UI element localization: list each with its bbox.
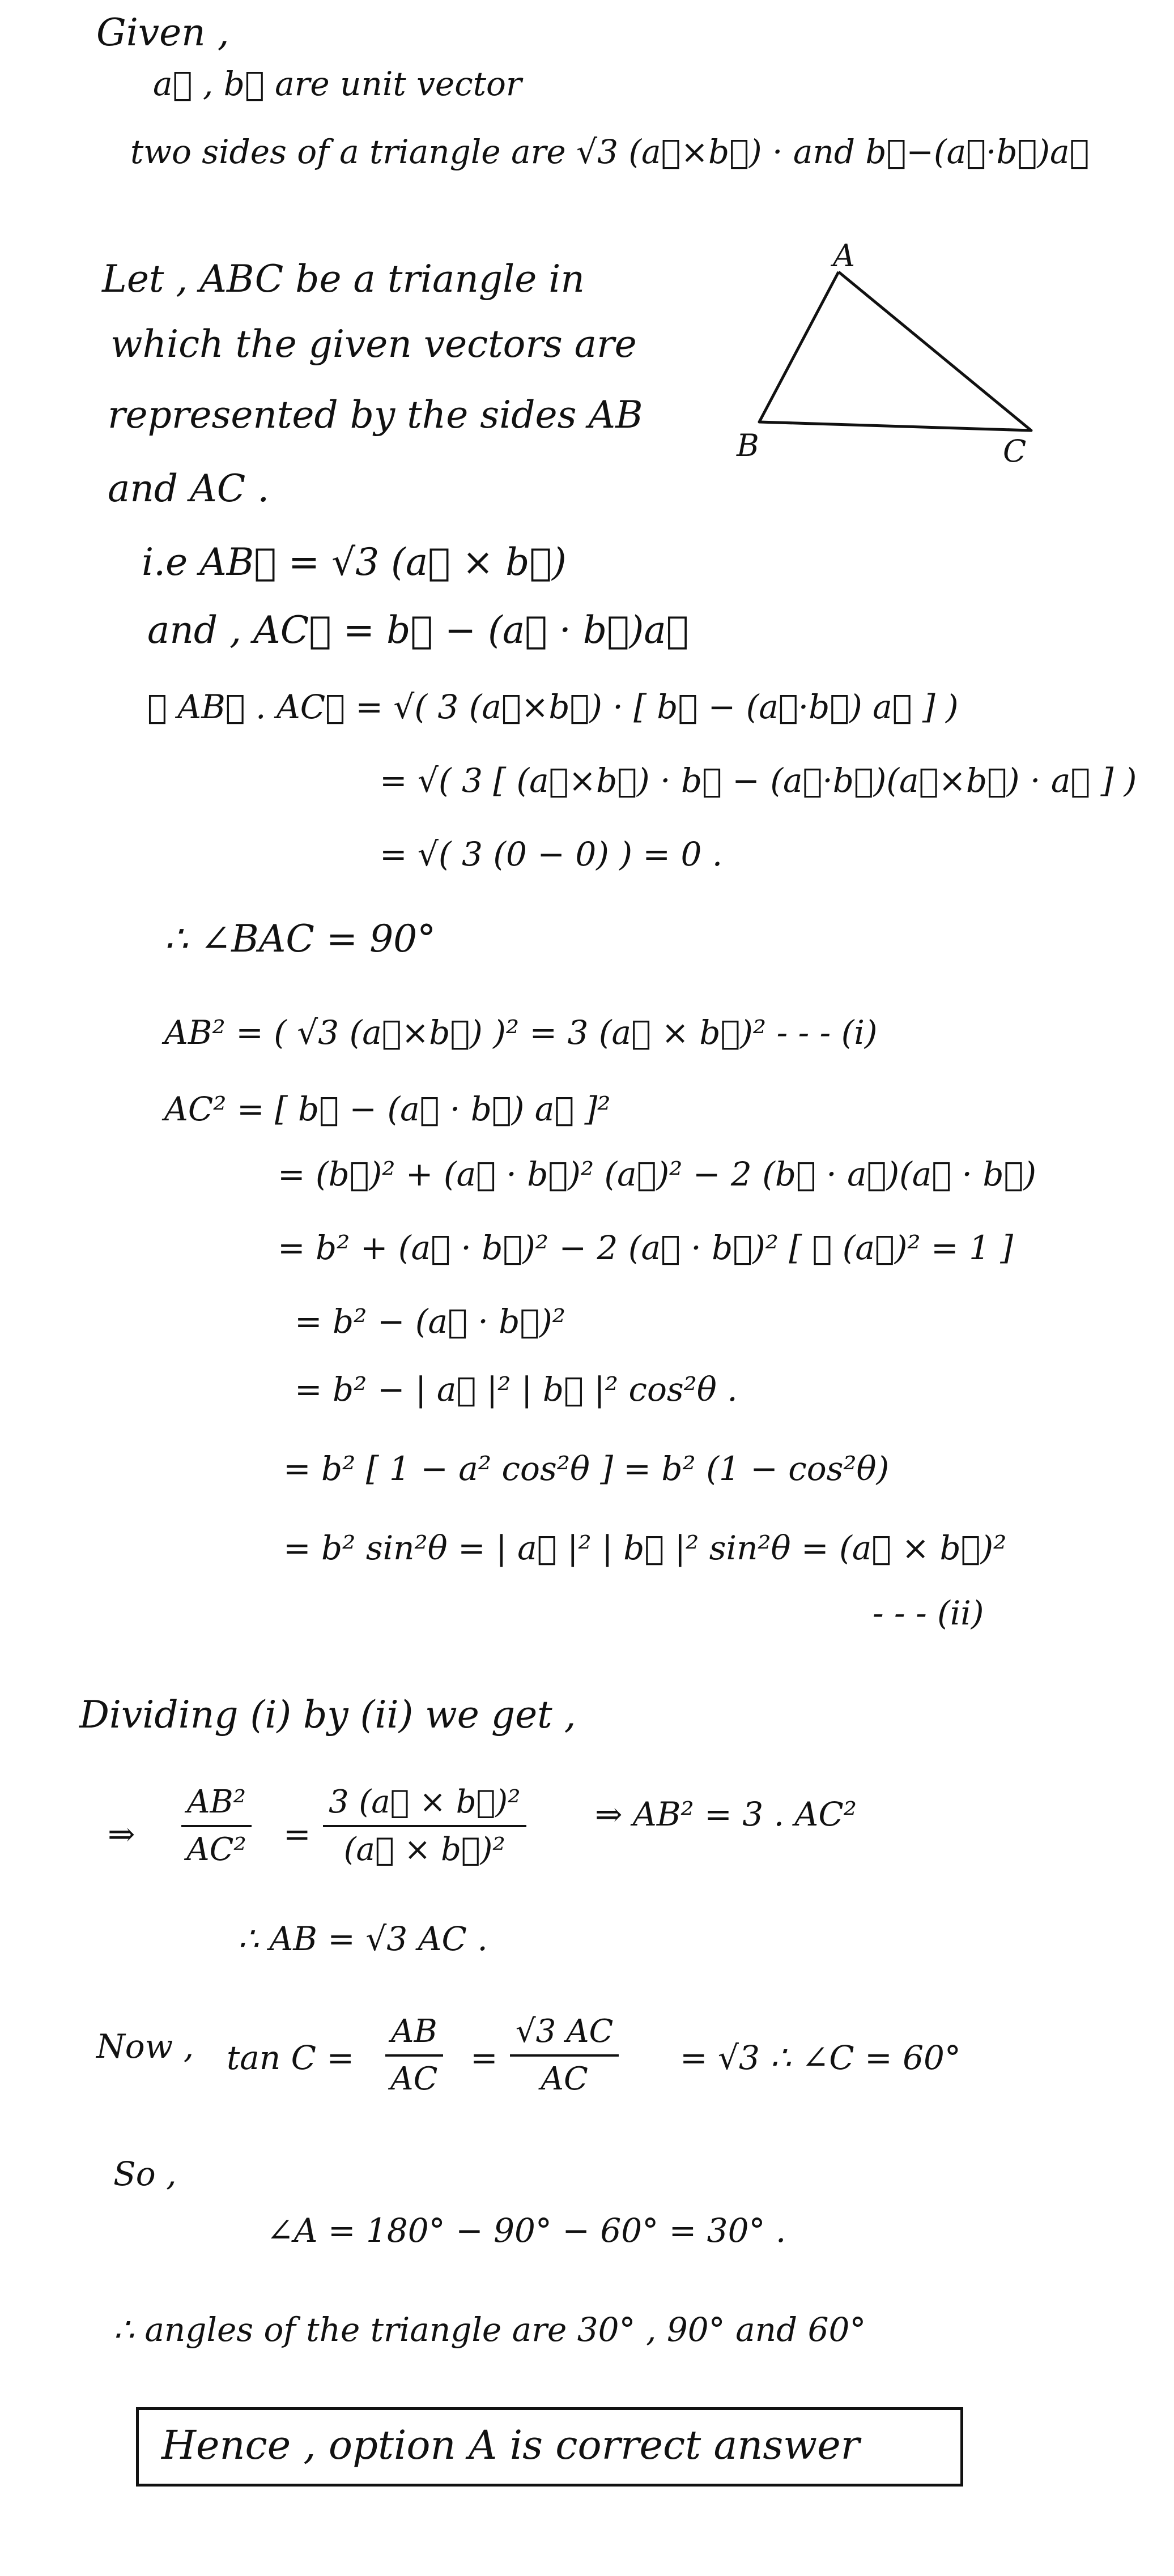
ie-line-2: and , AC⃗ = b⃗ − (a⃗ · b⃗)a⃗ (147, 608, 689, 652)
fraction-denominator: AC² (186, 1831, 246, 1869)
triangle-outline (759, 272, 1031, 430)
given-heading: Given , (96, 11, 229, 54)
angle-a-line: ∠A = 180° − 90° − 60° = 30° . (266, 2211, 786, 2250)
answer-text: Hence , option A is correct answer (161, 2422, 860, 2468)
dividing-heading: Dividing (i) by (ii) we get , (79, 1693, 576, 1737)
let-line-2: which the given vectors are (110, 322, 637, 366)
equals-sign: = (470, 2038, 498, 2077)
ac-squared-line-2: = (b⃗)² + (a⃗ · b⃗)² (a⃗)² − 2 (b⃗ · a⃗)(a⃗ · b⃗) (278, 1155, 1036, 1193)
fraction-denominator: (a⃗ × b⃗)² (343, 1831, 505, 1869)
fraction-numerator: AB² (181, 1784, 252, 1827)
ac-squared-line-3: = b² + (a⃗ · b⃗)² − 2 (a⃗ · b⃗)² [ ∵ (a⃗)² = 1 ] (278, 1229, 1014, 1267)
vertex-a-label: A (833, 238, 855, 274)
vertex-b-label: B (737, 428, 759, 463)
ab-squared-line: AB² = ( √3 (a⃗×b⃗) )² = 3 (a⃗ × b⃗)² - - - (i) (164, 1013, 878, 1052)
fraction-denominator: AC (541, 2061, 588, 2098)
fraction-cross-ratio (323, 1784, 526, 1869)
let-line-4: and AC . (108, 467, 270, 510)
ac-squared-line-8: - - - (ii) (873, 1594, 984, 1632)
triangle-diagram (725, 238, 1088, 481)
angle-bac-line: ∴ ∠BAC = 90° (164, 917, 436, 961)
ac-squared-line-5: = b² − | a⃗ |² | b⃗ |² cos²θ . (295, 1370, 738, 1409)
equals-sign: = (283, 1815, 311, 1853)
dividing-result: ⇒ AB² = 3 . AC² (595, 1795, 857, 1833)
given-line-1: a⃗ , b⃗ are unit vector (153, 65, 522, 103)
tan-c-result: = √3 ∴ ∠C = 60° (680, 2038, 961, 2077)
fraction-root3-ac-over-ac (510, 2014, 619, 2098)
ie-line-1: i.e AB⃗ = √3 (a⃗ × b⃗) (142, 540, 567, 584)
ac-squared-line-7: = b² sin²θ = | a⃗ |² | b⃗ |² sin²θ = (a⃗ × b⃗)² (283, 1529, 1007, 1567)
given-line-2: two sides of a triangle are √3 (a⃗×b⃗) · and b⃗−(a⃗·b⃗)a⃗ (130, 133, 1090, 171)
fraction-numerator: AB (385, 2014, 443, 2057)
vertex-c-label: C (1003, 433, 1027, 469)
ac-squared-line-4: = b² − (a⃗ · b⃗)² (295, 1302, 566, 1341)
dot-line-1: ∴ AB⃗ . AC⃗ = √( 3 (a⃗×b⃗) · [ b⃗ − (a⃗·b⃗) a⃗ ] ) (147, 688, 959, 726)
tan-c-label: tan C = (227, 2038, 355, 2077)
ac-squared-line-6: = b² [ 1 − a² cos²θ ] = b² (1 − cos²θ) (283, 1449, 890, 1488)
fraction-denominator: AC (390, 2061, 438, 2098)
so-label: So , (113, 2155, 177, 2193)
fraction-ab2-over-ac2 (181, 1784, 252, 1869)
fraction-ab-over-ac (385, 2014, 443, 2098)
final-angles-line: ∴ angles of the triangle are 30° , 90° and 60° (113, 2310, 866, 2349)
implies-arrow: ⇒ (108, 1815, 135, 1853)
dividing-conclusion: ∴ AB = √3 AC . (238, 1920, 488, 1958)
now-label: Now , (96, 2027, 194, 2066)
ac-squared-line-1: AC² = [ b⃗ − (a⃗ · b⃗) a⃗ ]² (164, 1090, 611, 1128)
let-line-3: represented by the sides AB (108, 393, 643, 437)
dot-line-2: = √( 3 [ (a⃗×b⃗) · b⃗ − (a⃗·b⃗)(a⃗×b⃗) · a⃗ ] ) (380, 761, 1137, 800)
fraction-numerator: 3 (a⃗ × b⃗)² (323, 1784, 526, 1827)
answer-box (136, 2407, 963, 2487)
fraction-numerator: √3 AC (510, 2014, 619, 2057)
let-line-1: Let , ABC be a triangle in (102, 257, 585, 301)
dot-line-3: = √( 3 (0 − 0) ) = 0 . (380, 835, 723, 873)
